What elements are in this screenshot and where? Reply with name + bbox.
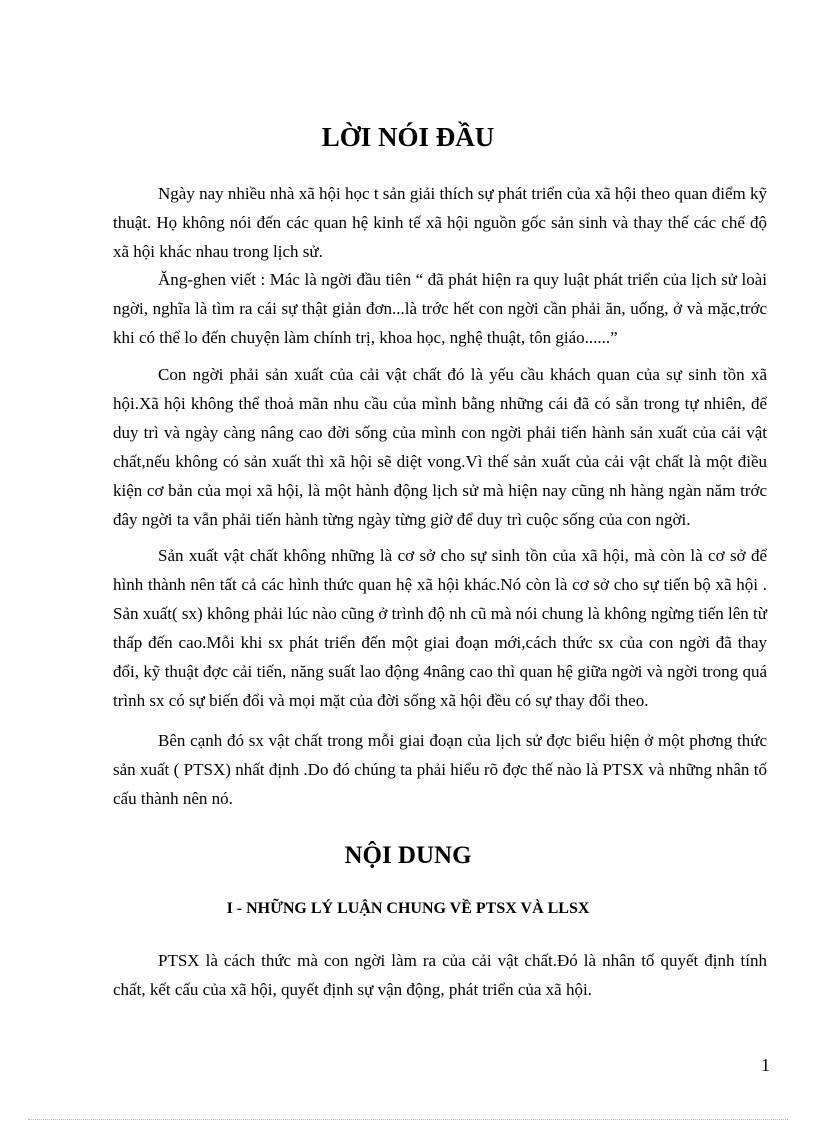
- intro-paragraph-1: Ngày nay nhiều nhà xã hội học t sản giải thích sự phát triển của xã hội theo quan điểm kỹ thuật. Họ không nói đến các quan hệ kinh tế xã hội nguồn gốc sản sinh và thay thế các chế độ xã hội khác nhau trong lịch sử.: [113, 184, 767, 261]
- section-paragraph-1: PTSX là cách thức mà con ngời làm ra của cải vật chất.Đó là nhân tố quyết định tính chất, kết cấu của xã hội, quyết định sự vận động, phát triển của xã hội.: [113, 951, 767, 999]
- page-number: 1: [761, 1055, 770, 1075]
- intro-paragraph-4: Sản xuất vật chất không những là cơ sở cho sự sinh tồn của xã hội, mà còn là cơ sở để hình thành nên tất cả các hình thức quan hệ xã hội khác.Nó còn là cơ sở cho sự tiến bộ xã hội . Sản xuất( sx) không phải lúc nào cũng ở trình độ nh cũ mà nói chung là không ngừng tiến lên từ thấp đến cao.Mỗi khi sx phát triển đến một giai đoạn mới,cách thức sx của con ngời đã thay đổi, kỹ thuật đợc cải tiến, năng suất lao động 4nâng cao thì quan hệ giữa ngời và ngời trong quá trình sx có sự biến đổi và mọi mặt của đời sống xã hội đều có sự thay đổi theo.: [113, 546, 767, 710]
- content-title: NỘI DUNG: [344, 842, 472, 869]
- page-title: LỜI NÓI ĐẦU: [321, 122, 495, 152]
- intro-paragraph-2: Ăng-ghen viết : Mác là ngời đầu tiên “ đã phát hiện ra quy luật phát triển của lịch sử loài ngời, nghĩa là tìm ra cái sự thật giản đơn...là trớc hết con ngời cần phải ăn, uống, ở và mặc,trớc khi có thể lo đến chuyện làm chính trị, khoa học, nghệ thuật, tôn giáo......”: [113, 270, 767, 347]
- section-heading: I - NHỮNG LÝ LUẬN CHUNG VỀ PTSX VÀ LLSX: [226, 900, 590, 917]
- footer-divider: [28, 1119, 788, 1120]
- intro-paragraph-5: Bên cạnh đó sx vật chất trong mỗi giai đoạn của lịch sử đợc biểu hiện ở một phơng thức sản xuất ( PTSX) nhất định .Do đó chúng ta phải hiểu rõ đợc thế nào là PTSX và những nhân tố cấu thành nên nó.: [113, 731, 767, 808]
- intro-paragraph-3: Con ngời phải sản xuất của cải vật chất đó là yếu cầu khách quan của sự sinh tồn xã hội.Xã hội không thể thoả mãn nhu cầu của mình bằng những cái đã có sẵn trong tự nhiên, để duy trì và ngày càng nâng cao đời sống của mình con ngời phải tiến hành sản xuất của cải vật chất,nếu không có sản xuất thì xã hội sẽ diệt vong.Vì thế sản xuất của cải vật chất là một điều kiện cơ bản của mọi xã hội, là một hành động lịch sử mà hiện nay cũng nh hàng ngàn năm trớc đây ngời ta vẫn phải tiến hành từng ngày từng giờ để duy trì cuộc sống của con ngời.: [113, 365, 767, 529]
